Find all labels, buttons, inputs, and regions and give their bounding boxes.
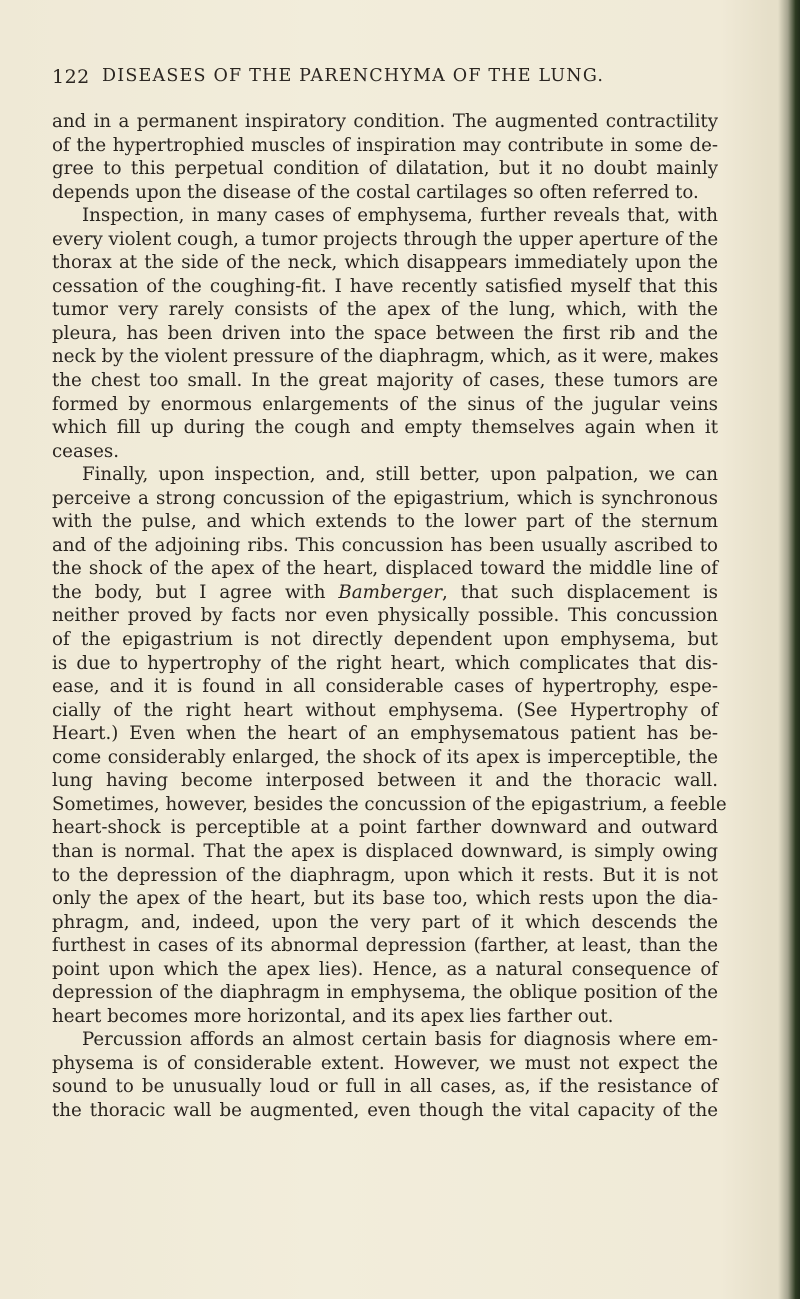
text-line [52, 557, 718, 581]
text-line [52, 110, 718, 134]
text-line [52, 228, 718, 252]
text-segment: ease, and it is found in all considerable cases of hypertrophy, espe- [52, 676, 718, 698]
text-segment: cessation of the coughing-fit. I have recently satisfied myself that this [52, 275, 718, 297]
text-line [52, 251, 718, 275]
text-line [52, 1099, 718, 1123]
text-segment: perceive a strong concussion of the epigastrium, which is synchronous [52, 487, 718, 509]
text-line [52, 675, 718, 699]
text-line [52, 911, 718, 935]
text-line [52, 958, 718, 982]
text-segment: point upon which the apex lies). Hence, as a natural consequence of [52, 958, 718, 980]
text-line [52, 275, 718, 299]
text-segment: lung having become interposed between it and the thoracic wall. [52, 770, 718, 792]
text-segment: the body, but I agree with [52, 581, 326, 603]
text-line [52, 981, 718, 1005]
text-line [52, 157, 718, 181]
text-line [52, 1005, 718, 1029]
text-line [52, 604, 718, 628]
text-line [52, 934, 718, 958]
text-segment: furthest in cases of its abnormal depression (farther, at least, than the [52, 935, 718, 957]
text-segment: thorax at the side of the neck, which disappears immediately upon the [52, 252, 718, 274]
text-segment: come considerably enlarged, the shock of its apex is imperceptible, the [52, 746, 718, 768]
text-segment: the chest too small. In the great majority of cases, these tumors are [52, 370, 718, 392]
text-segment: neither proved by facts nor even physically possible. This concussion [52, 605, 718, 627]
text-segment: than is normal. That the apex is displaced downward, is simply owing [52, 840, 718, 862]
page-number: 122 [52, 66, 90, 88]
text-line [52, 181, 718, 205]
text-line [52, 369, 718, 393]
text-segment: to the depression of the diaphragm, upon which it rests. But it is not [52, 864, 718, 886]
text-segment: , that such displacement is [442, 581, 718, 603]
text-segment: ceases. [52, 440, 120, 462]
body-text [52, 110, 727, 1250]
text-segment: formed by enormous enlargements of the sinus of the jugular veins [52, 393, 718, 415]
text-line [52, 769, 718, 793]
text-line [52, 345, 718, 369]
text-line [52, 487, 718, 511]
text-line [52, 463, 718, 487]
text-segment: and in a permanent inspiratory condition. The augmented contractility [52, 111, 718, 132]
text-segment: cially of the right heart without emphysema. (See Hypertrophy of [52, 699, 718, 721]
text-segment: of the hypertrophied muscles of inspiration may contribute in some de- [52, 134, 718, 156]
text-line [52, 840, 718, 864]
text-segment: of the epigastrium is not directly dependent upon emphysema, but [52, 629, 718, 651]
text-segment: is due to hypertrophy of the right heart, which complicates that dis- [52, 652, 718, 674]
text-segment: sound to be unusually loud or full in all cases, as, if the resistance of [52, 1076, 718, 1098]
text-segment: heart-shock is perceptible at a point farther downward and outward [52, 817, 718, 839]
running-head: DISEASES OF THE PARENCHYMA OF THE LUNG. [102, 66, 605, 86]
text-line [52, 652, 718, 676]
text-segment: Inspection, in many cases of emphysema, further reveals that, with [82, 205, 718, 227]
italic-name: Bamberger [338, 581, 443, 603]
text-segment: neck by the violent pressure of the diaphragm, which, as it were, makes [52, 346, 719, 368]
text-segment: gree to this perpetual condition of dilatation, but it no doubt mainly [52, 158, 718, 180]
text-line [52, 581, 718, 605]
text-segment: which fill up during the cough and empty themselves again when it [52, 417, 718, 439]
text-segment: Finally, upon inspection, and, still better, upon palpation, we can [82, 464, 718, 486]
text-segment: the thoracic wall be augmented, even though the vital capacity of the [52, 1099, 718, 1121]
text-segment: depends upon the disease of the costal cartilages so often referred to. [52, 181, 699, 203]
text-line [52, 534, 718, 558]
page-header [52, 66, 712, 96]
text-line [52, 628, 718, 652]
text-line [52, 298, 718, 322]
text-line [52, 510, 718, 534]
text-line [52, 816, 718, 840]
text-segment: only the apex of the heart, but its base too, which rests upon the dia- [52, 888, 718, 910]
text-segment: phragm, and, indeed, upon the very part of it which descends the [52, 911, 718, 933]
text-line [52, 440, 718, 464]
text-line [52, 1052, 718, 1076]
text-line [52, 864, 718, 888]
text-segment: Percussion affords an almost certain basis for diagnosis where em- [82, 1029, 718, 1051]
text-segment: with the pulse, and which extends to the lower part of the sternum [52, 511, 718, 533]
text-line [52, 393, 718, 417]
text-line [52, 793, 727, 817]
text-line [52, 416, 718, 440]
text-segment: pleura, has been driven into the space between the first rib and the [52, 322, 718, 344]
text-line [52, 134, 718, 158]
text-segment: depression of the diaphragm in emphysema, the oblique position of the [52, 982, 718, 1004]
text-segment: heart becomes more horizontal, and its apex lies farther out. [52, 1005, 614, 1027]
text-line [52, 722, 718, 746]
page-edge-shadow [778, 0, 800, 1299]
text-line [52, 1075, 718, 1099]
text-segment: tumor very rarely consists of the apex of the lung, which, with the [52, 299, 718, 321]
text-line [52, 1028, 718, 1052]
text-line [52, 746, 718, 770]
text-line [52, 887, 718, 911]
text-segment: the shock of the apex of the heart, displaced toward the middle line of [52, 558, 718, 580]
text-line [52, 322, 718, 346]
text-segment: Heart.) Even when the heart of an emphysematous patient has be- [52, 723, 718, 745]
text-segment: every violent cough, a tumor projects through the upper aperture of the [52, 228, 719, 250]
text-line [52, 699, 718, 723]
text-line [52, 204, 718, 228]
text-segment: and of the adjoining ribs. This concussion has been usually ascribed to [52, 534, 718, 556]
text-segment: physema is of considerable extent. However, we must not expect the [52, 1052, 718, 1074]
text-segment: Sometimes, however, besides the concussion of the epigastrium, a feeble [52, 793, 727, 815]
